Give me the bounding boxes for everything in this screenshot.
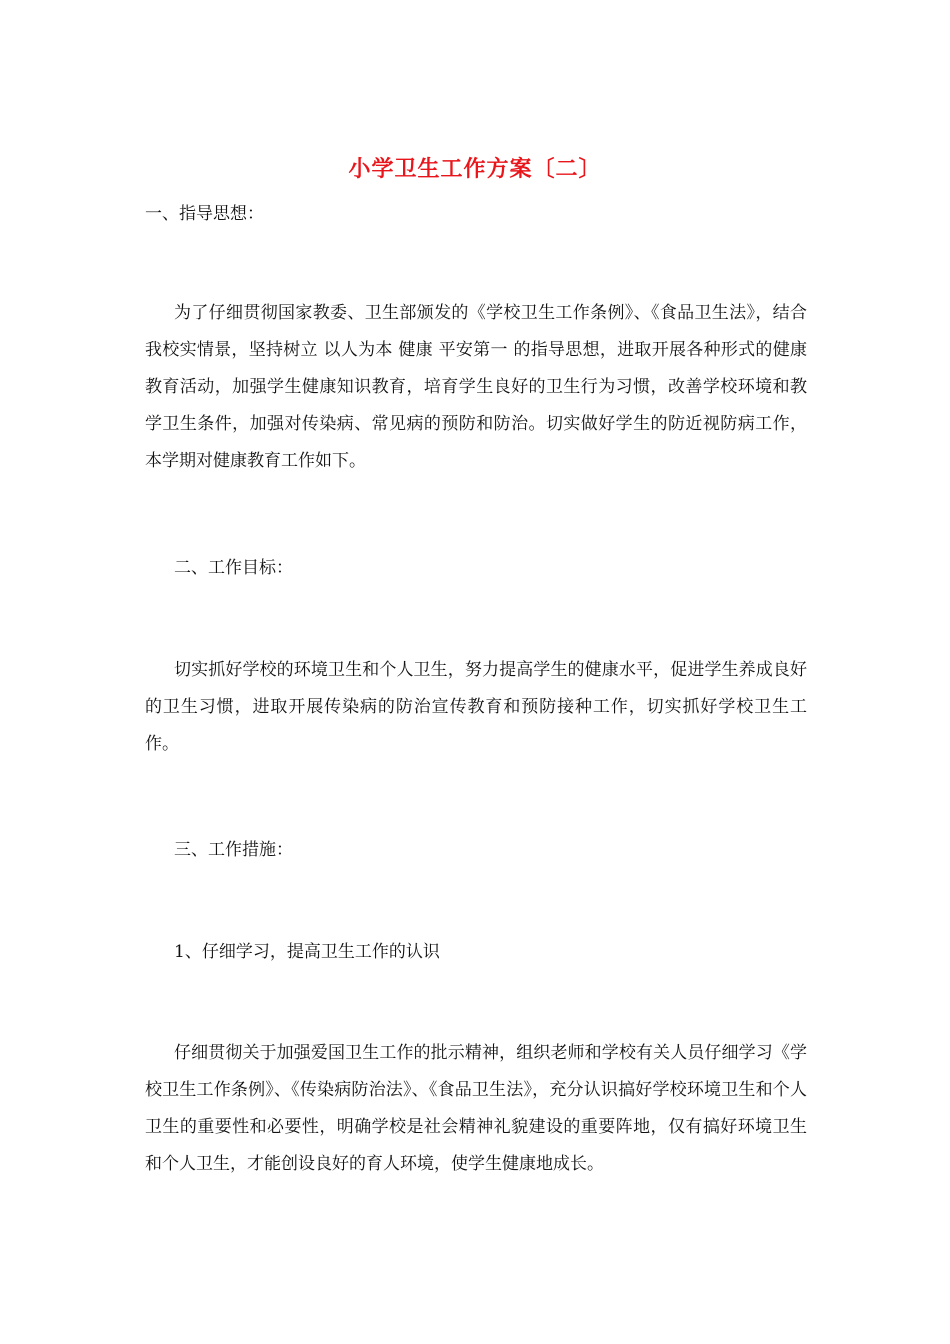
paragraph-study-carefully: 仔细贯彻关于加强爱国卫生工作的批示精神，组织老师和学校有关人员仔细学习《学校卫生工作条例》、《传染病防治法》、《食品卫生法》，充分认识搞好学校环境卫生和个人卫生的重要性和必要性，明确学校是社会精神礼貌建设的重要阵地，仅有搞好环境卫生和个人卫生，才能创设良好的育人环境，使学生健康地成长。 (145, 1043, 807, 1174)
paragraph-work-goals: 切实抓好学校的环境卫生和个人卫生，努力提高学生的健康水平，促进学生养成良好的卫生习惯，进取开展传染病的防治宣传教育和预防接种工作，切实抓好学校卫生工作。 (145, 660, 807, 754)
section-heading-work-measures: 三、工作措施： (174, 840, 293, 860)
document-title: 小学卫生工作方案〔二〕 (348, 156, 602, 182)
subheading-study-carefully: 1、仔细学习，提高卫生工作的认识 (174, 942, 440, 962)
section-heading-guiding-ideology: 一、指导思想： (145, 204, 264, 224)
paragraph-guiding-ideology: 为了仔细贯彻国家教委、卫生部颁发的《学校卫生工作条例》、《食品卫生法》，结合我校实情景，坚持树立 以人为本 健康 平安第一 的指导思想，进取开展各种形式的健康教育活动，加强学生健康知识教育，培育学生良好的卫生行为习惯，改善学校环境和教学卫生条件，加强对传染病、常见病的预防和防治。切实做好学生的防近视防病工作，本学期对健康教育工作如下。 (145, 303, 807, 471)
section-heading-work-goals: 二、工作目标： (174, 558, 293, 578)
